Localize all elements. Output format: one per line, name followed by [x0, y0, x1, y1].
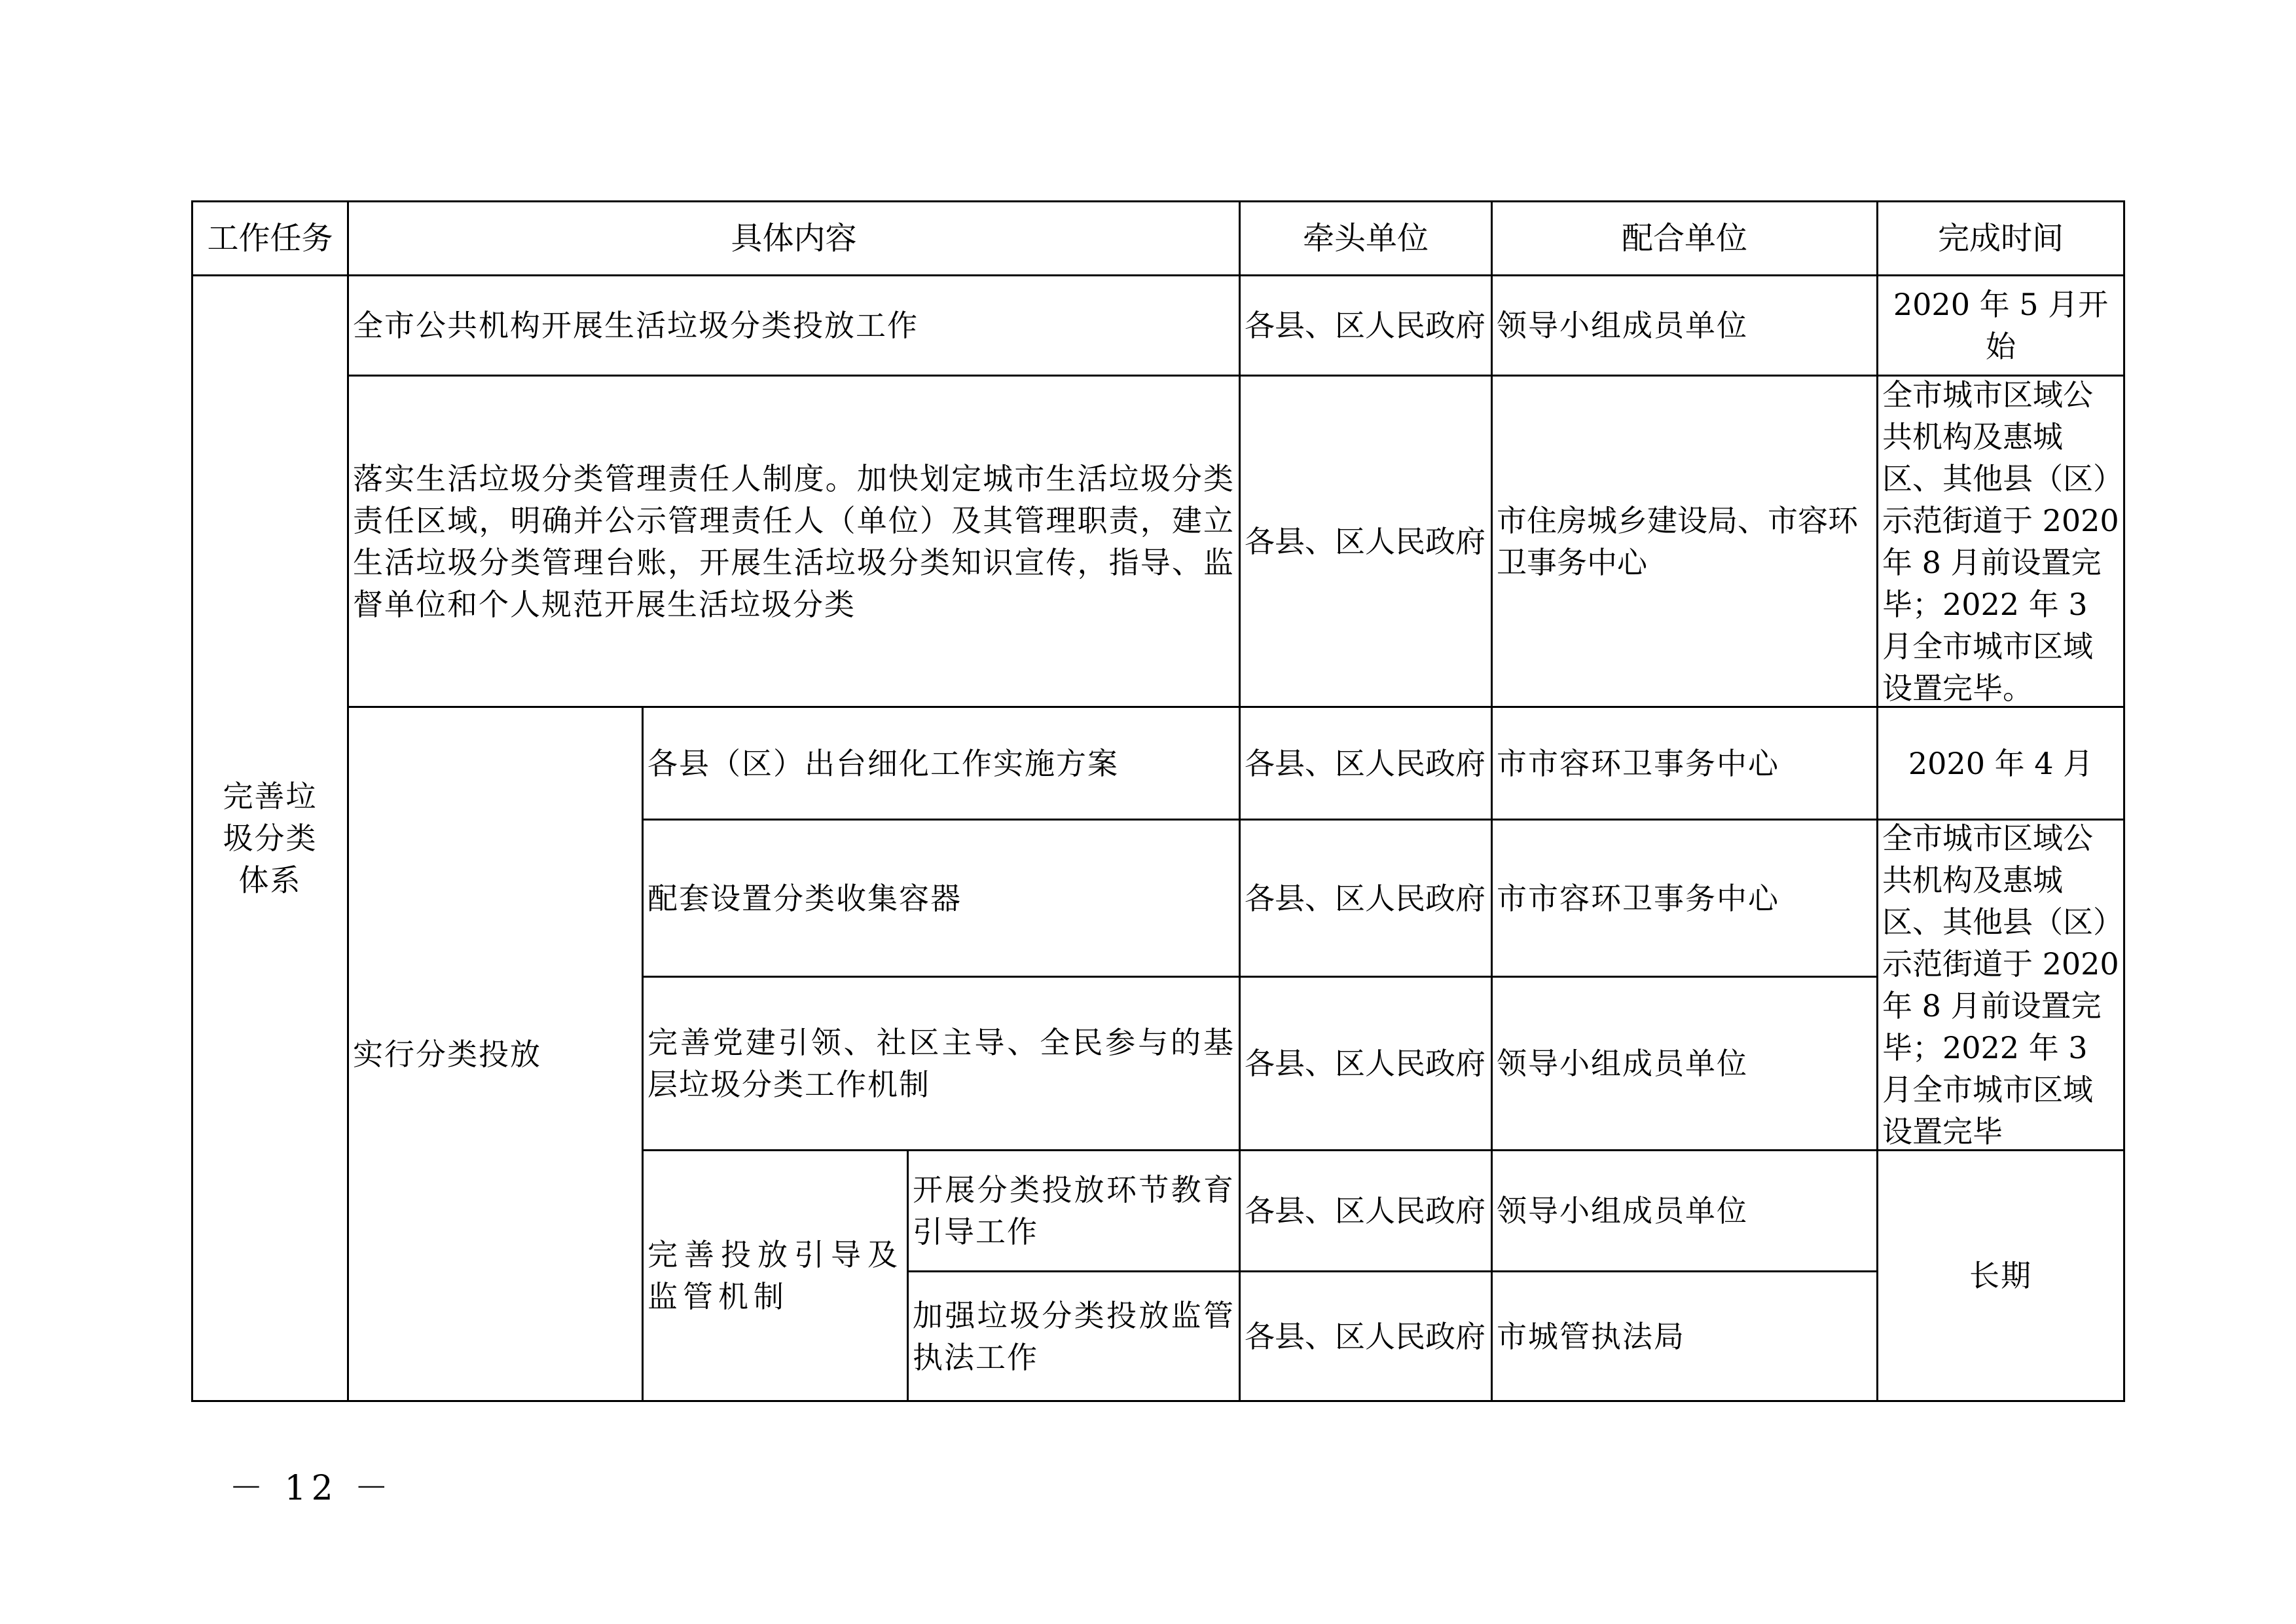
row-2-partner: 市住房城乡建设局、市容环卫事务中心 [1497, 502, 1858, 580]
sub-group-label: 完善投放引导及监管机制 [647, 1237, 903, 1314]
row-2-time: 全市城市区域公共机构及惠城区、其他县（区）示范街道于 2020 年 8 月前设置完毕；2022 年 3 月全市城市区域设置完毕。 [1882, 377, 2119, 706]
table-border-bottom [191, 1400, 2125, 1402]
row-1-content: 全市公共机构开展生活垃圾分类投放工作 [353, 308, 919, 343]
merged-time: 全市城市区域公共机构及惠城区、其他县（区）示范街道于 2020 年 8 月前设置完毕；2022 年 3 月全市城市区域设置完毕 [1882, 821, 2119, 1149]
sub-row-1-lead: 各县、区人民政府 [1245, 1193, 1485, 1228]
group-row-1-content: 各县（区）出台细化工作实施方案 [647, 745, 1119, 781]
sub-row-2-content: 加强垃圾分类投放监管执法工作 [913, 1297, 1235, 1375]
sub-row-1-content: 开展分类投放环节教育引导工作 [913, 1172, 1235, 1249]
table-border-right [2123, 200, 2125, 1402]
header-time: 完成时间 [1937, 220, 2064, 257]
group-row-2-partner: 市市容环卫事务中心 [1497, 880, 1779, 916]
task-name: 完善垃圾分类体系 [223, 779, 318, 898]
table-border-left [191, 200, 193, 1402]
sub-row-1-partner: 领导小组成员单位 [1497, 1193, 1748, 1228]
row-2-content: 落实生活垃圾分类管理责任人制度。加快划定城市生活垃圾分类责任区域，明确并公示管理责任人（单位）及其管理职责，建立生活垃圾分类管理台账，开展生活垃圾分类知识宣传，指导、监督单位和个人规范开展生活垃圾分类 [353, 460, 1235, 622]
row-1-partner: 领导小组成员单位 [1497, 308, 1748, 343]
group-row-1-time: 2020 年 4 月 [1908, 745, 2094, 781]
row-1-lead: 各县、区人民政府 [1245, 308, 1485, 343]
page-number: － 12 － [229, 1469, 394, 1508]
sub-row-2-partner: 市城管执法局 [1497, 1318, 1685, 1354]
row-2-lead: 各县、区人民政府 [1245, 523, 1485, 559]
group-row-3-partner: 领导小组成员单位 [1497, 1046, 1748, 1081]
sub-row-2-lead: 各县、区人民政府 [1245, 1318, 1485, 1354]
group-row-3-content: 完善党建引领、社区主导、全民参与的基层垃圾分类工作机制 [647, 1025, 1235, 1102]
header-task: 工作任务 [207, 220, 333, 257]
sub-time: 长期 [1969, 1258, 2032, 1293]
group-row-2-content: 配套设置分类收集容器 [647, 880, 962, 916]
header-partner: 配合单位 [1621, 220, 1747, 257]
group-label: 实行分类投放 [353, 1036, 541, 1072]
group-row-2-lead: 各县、区人民政府 [1245, 880, 1485, 916]
header-lead: 牵头单位 [1302, 220, 1429, 257]
row-1-time: 2020 年 5 月开始 [1893, 287, 2109, 364]
group-row-1-lead: 各县、区人民政府 [1245, 745, 1485, 781]
group-row-1-partner: 市市容环卫事务中心 [1497, 745, 1779, 781]
header-content: 具体内容 [731, 220, 857, 257]
group-row-3-lead: 各县、区人民政府 [1245, 1046, 1485, 1081]
